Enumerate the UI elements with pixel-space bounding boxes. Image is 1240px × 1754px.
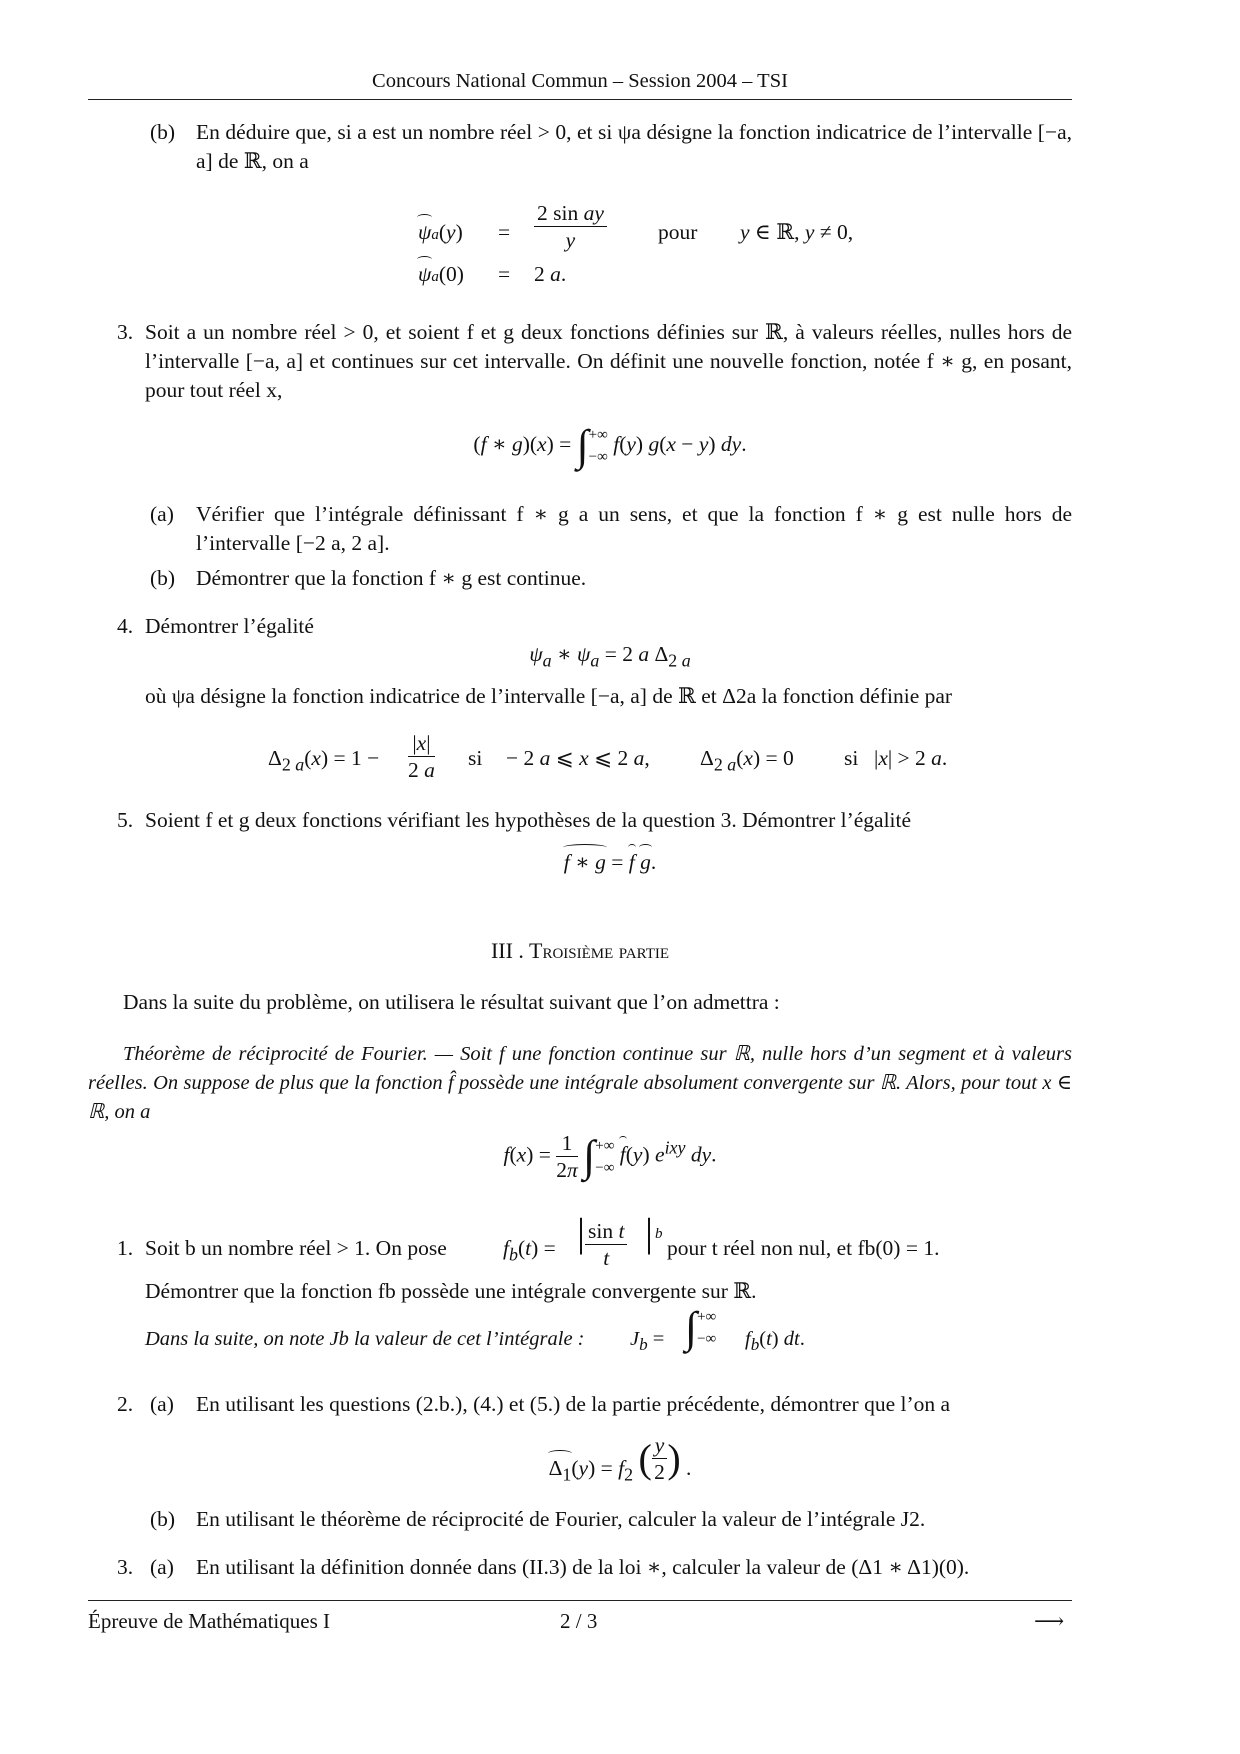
footer-rule bbox=[88, 1600, 1072, 1601]
p3-q2b-label: (b) bbox=[150, 1507, 176, 1531]
q5-text: Soient f et g deux fonctions vérifiant les hypothèses de la question 3. Démontrer l’égalité bbox=[145, 808, 912, 832]
p3-q1-label: 1. bbox=[117, 1236, 134, 1260]
formula-inverse-fourier: f(x) = $\frac{1}{2\pi}$ ∫ +∞ −∞ f(y) $e^{ixy}$ dy. bbox=[503, 1131, 717, 1182]
q3a-text: Vérifier que l’intégrale définissant f ∗ g a un sens, et que la fonction f ∗ g est nulle hors de l’intervalle [−2 a, 2 a]. bbox=[196, 502, 1072, 555]
q3b-text: Démontrer que la fonction f ∗ g est continue. bbox=[196, 566, 587, 590]
si-word-1: si bbox=[468, 746, 483, 770]
q2b-label: (b) bbox=[150, 120, 176, 144]
q3-text: Soit a un nombre réel > 0, et soient f et g deux fonctions définies sur ℝ, à valeurs réelles, nulles hors de l’intervalle [−a, a] et continues sur cet intervalle. On définit une nouvelle fonction, notée f ∗ g, en posant, pour tout réel x, bbox=[145, 320, 1072, 402]
part3-title: III . Troisième partie bbox=[490, 938, 670, 963]
formula-convolution: (f ∗ g)(x) = ∫ +∞ −∞ f(y) g(x − y) dy. bbox=[473, 421, 747, 470]
q4-where: où ψa désigne la fonction indicatrice de l’intervalle [−a, a] de ℝ et Δ2a la fonction définie par bbox=[145, 684, 953, 708]
formula-fg-hat: f ∗ g = f g. bbox=[563, 850, 657, 874]
footer-left: Épreuve de Mathématiques I bbox=[88, 1609, 330, 1633]
pour-word: pour bbox=[658, 220, 698, 244]
fourier-theorem: Théorème de réciprocité de Fourier. — Soit f une fonction continue sur ℝ, nulle hors d’un segment et à valeurs réelles. On suppose de plus que la fonction f̂ possède une intégrale absolument convergente sur ℝ. Alors, pour tout x ∈ ℝ, on a bbox=[88, 1043, 1072, 1123]
formula-delta1-hat: $\Delta_1(y) = f_2$ ( $\frac{y}{2}$ ) . bbox=[548, 1433, 692, 1485]
p3-q2-label: 2. bbox=[117, 1392, 134, 1416]
page-header: Concours National Commun – Session 2004 – TSI bbox=[372, 70, 788, 92]
q3b-label: (b) bbox=[150, 566, 176, 590]
p3-q3a-text: En utilisant la définition donnée dans (II.3) de la loi ∗, calculer la valeur de (Δ1 ∗ Δ1)(0). bbox=[196, 1555, 970, 1579]
q4-label: 4. bbox=[117, 614, 134, 638]
p3-q1-note-line: Dans la suite, on note Jb la valeur de cet l’intégrale : $J_b$ = ∫ +∞ −∞ $f_b(t)$ dt. bbox=[145, 1303, 805, 1355]
footer-page-number: 2 / 3 bbox=[560, 1609, 598, 1633]
p3-q1-note: Dans la suite, on note Jb la valeur de cet l’intégrale : bbox=[145, 1328, 585, 1350]
formula-delta-def: $\Delta_{2 a}(x) = 1$ − $\frac{|x|}{2 a}$ si − 2 a ⩽ x ⩽ 2 a, $\Delta_{2 a}(x) = 0$ si |x| > 2 a. bbox=[268, 731, 948, 782]
p3-q1-text-b: pour t réel non nul, et fb(0) = 1. bbox=[667, 1236, 940, 1260]
p3-q1-line1: Soit b un nombre réel > 1. On pose $f_b(t)$ = | $\frac{\text{sin t}}{t}$ | b pour t réel non nul, et fb(0) = 1. bbox=[145, 1210, 940, 1270]
q2b-text bbox=[196, 118, 1072, 176]
p3-q2a-label: (a) bbox=[150, 1392, 174, 1416]
formula-psi-conv: $\psi_a$ ∗ $\psi_a = 2$ a $\Delta_{2 a}$ bbox=[529, 642, 691, 671]
formula-psi-hat: ψa(y) = $\frac{\text{2 sin ay}}{y}$ pour y ∈ ℝ, y ≠ 0, ψa(0) = 2 a. bbox=[418, 201, 854, 286]
si-word-2: si bbox=[844, 746, 859, 770]
p3-q3a-label: (a) bbox=[150, 1555, 174, 1579]
p3-q1-text-a: Soit b un nombre réel > 1. On pose bbox=[145, 1236, 447, 1260]
p3-q1-text-c: Démontrer que la fonction fb possède une intégrale convergente sur ℝ. bbox=[145, 1279, 757, 1303]
q3a-label: (a) bbox=[150, 502, 174, 526]
p3-q2a-text: En utilisant les questions (2.b.), (4.) et (5.) de la partie précédente, démontrer que l’on a bbox=[196, 1392, 951, 1416]
p3-q2b-text: En utilisant le théorème de réciprocité de Fourier, calculer la valeur de l’intégrale J2. bbox=[196, 1507, 926, 1531]
part3-intro: Dans la suite du problème, on utilisera le résultat suivant que l’on admettra : bbox=[123, 990, 780, 1014]
q5-label: 5. bbox=[117, 808, 134, 832]
p3-q3-label: 3. bbox=[117, 1555, 134, 1579]
q4-text: Démontrer l’égalité bbox=[145, 614, 314, 638]
next-page-arrow-icon: ⟶ bbox=[1034, 1609, 1065, 1633]
q3-label: 3. bbox=[117, 320, 134, 344]
header-rule bbox=[88, 99, 1072, 100]
q2b-text-body: En déduire que, si a est un nombre réel > 0, et si ψa désigne la fonction indicatrice de l’intervalle [−a, a] de ℝ, on a bbox=[196, 120, 1072, 173]
